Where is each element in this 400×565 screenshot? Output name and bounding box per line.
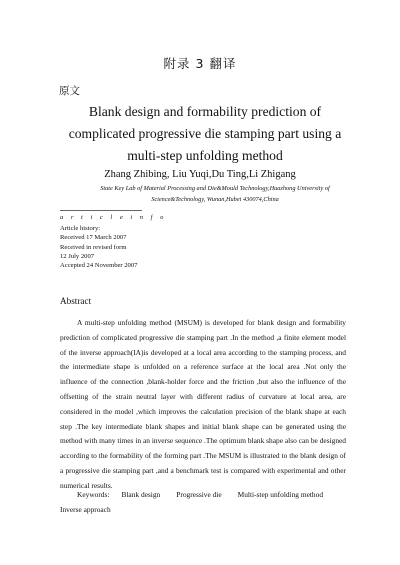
affiliation-line-2: Science&Technology, Wunan,Hubei 430074,China [151,195,279,203]
history-line-2: Received 17 March 2007 [60,234,127,242]
paper-title-line-3: multi-step unfolding method [127,148,283,163]
paper-affiliation [70,184,360,205]
keywords-block [60,488,346,518]
history-line-3: Received in revised form [60,243,127,251]
keyword-item: Inverse approach [60,504,111,514]
history-line-1: Article history: [60,225,101,232]
paper-title-line-2: complicated progressive die stamping part using a [68,126,342,141]
article-info-divider [60,210,142,211]
original-text-label: 原文 [59,85,80,97]
paper-authors: Zhang Zhibing, Liu Yuqi,Du Ting,Li Zhigang [104,169,296,180]
history-line-4: 12 July 2007 [60,252,95,260]
keyword-item: Blank design [121,490,161,499]
keywords-label: Keywords: [77,490,110,499]
article-history [60,224,137,270]
abstract-body: A multi-step unfolding method (MSUM) is developed for blank design and formability prediction of complicated progressive die stamping part .In the method ,a finite element model of the inverse approach(IA)is developed at a local area according to the stamping process, and the intermediate shape is unfolded on a reference surface at the local area .Not only the influence of the connection ,blank-holder force and the friction ,but also the influence of the offsetting of the strain neutral layer with different radius of curvature at local area, are considered in the model ,which improves the calculation precision of the blank shape at each step .The key intermediate blank shapes and initial blank shape can be generated using the method with many times in an inverse sequence .The optimum blank shape also can be designed according to the formability of the forming part .The MSUM is illustrated to the blank design of a progressive die stamping part ,and a benchmark test is compared with experimental and other numerical results. [60,318,346,490]
article-info-heading: a r t i c l e i n f o [60,214,167,221]
keyword-item: Progressive die [176,490,222,499]
affiliation-line-1: State Key Lab of Material Processing and Die&Mould Technology,Huazhong University of [100,185,330,192]
abstract-heading: Abstract [60,296,92,306]
keyword-item: Multi-step unfolding method [237,490,324,499]
paper-title-line-1: Blank design and formability prediction of [88,104,322,119]
appendix-title: 附录 3 翻译 [163,56,237,71]
history-line-5: Accepted 24 November 2007 [60,262,138,270]
